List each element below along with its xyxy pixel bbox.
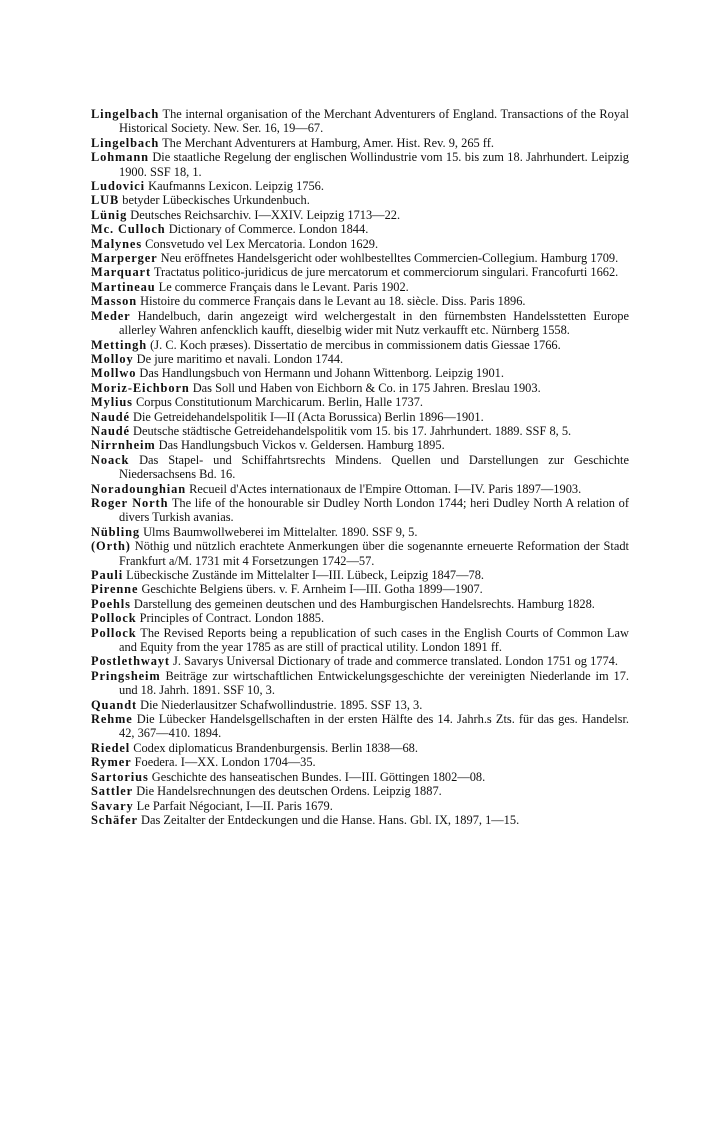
entry-text: Le Parfait Négociant, I—II. Paris 1679. <box>133 798 333 813</box>
entry-author: (Orth) <box>91 539 131 554</box>
entry-author: Pollock <box>91 625 137 640</box>
bibliography-entry <box>91 410 629 424</box>
bibliography-entry <box>91 352 629 366</box>
bibliography-entry <box>91 784 629 798</box>
entry-author: Lohmann <box>91 150 149 165</box>
bibliography-page <box>91 107 629 827</box>
entry-author: Ludovici <box>91 179 146 194</box>
entry-author: Sattler <box>91 784 134 799</box>
bibliography-entry <box>91 568 629 582</box>
entry-text: Histoire du commerce Français dans le Levant au 18. siècle. Diss. Paris 1896. <box>137 294 526 309</box>
entry-text: (J. C. Koch præses). Dissertatio de mercibus in commissionem datis Giessae 1766. <box>147 337 561 352</box>
bibliography-entry <box>91 669 629 698</box>
bibliography-entry <box>91 208 629 222</box>
bibliography-entry <box>91 222 629 236</box>
entry-text: Das Stapel- und Schiffahrtsrechts Mindens. Quellen und Darstellungen zur Geschichte Niedersachsens Bd. 16. <box>119 452 629 482</box>
entry-text: Die Getreidehandelspolitik I—II (Acta Borussica) Berlin 1896—1901. <box>129 409 484 424</box>
entry-text: Le commerce Français dans le Levant. Paris 1902. <box>155 279 409 294</box>
bibliography-entry <box>91 712 629 741</box>
bibliography-entry <box>91 265 629 279</box>
entry-author: Roger North <box>91 495 169 510</box>
entry-text: Darstellung des gemeinen deutschen und des Hamburgischen Handelsrechts. Hamburg 1828. <box>130 596 595 611</box>
entry-text: Das Soll und Haben von Eichborn & Co. in 175 Jahren. Breslau 1903. <box>189 380 541 395</box>
entry-author: Lünig <box>91 207 128 222</box>
bibliography-entry <box>91 280 629 294</box>
entry-text: Deutsches Reichsarchiv. I—XXIV. Leipzig 1713—22. <box>127 207 401 222</box>
entry-text: Corpus Constitutionum Marchicarum. Berlin, Halle 1737. <box>132 395 423 410</box>
bibliography-entry <box>91 813 629 827</box>
bibliography-entry <box>91 698 629 712</box>
bibliography-entry <box>91 496 629 525</box>
bibliography-entry <box>91 179 629 193</box>
entry-text: Consvetudo vel Lex Mercatoria. London 1629. <box>142 236 379 251</box>
entry-text: Deutsche städtische Getreidehandelspolitik vom 15. bis 17. Jahrhundert. 1889. SSF 8, 5. <box>129 423 572 438</box>
entry-text: Das Handlungsbuch von Hermann und Johann Wittenborg. Leipzig 1901. <box>136 366 504 381</box>
bibliography-entry <box>91 438 629 452</box>
entry-author: Molloy <box>91 351 134 366</box>
entry-author: Nirrnheim <box>91 438 156 453</box>
entry-author: Marquart <box>91 265 151 280</box>
entry-author: Riedel <box>91 740 131 755</box>
entry-author: Noradounghian <box>91 481 187 496</box>
bibliography-entry <box>91 770 629 784</box>
entry-text: The internal organisation of the Merchant Adventurers of England. Transactions of the Royal Historical Society. New. Ser. 16, 19—67. <box>119 107 629 136</box>
bibliography-entry <box>91 799 629 813</box>
entry-text: Die staatliche Regelung der englischen Wollindustrie vom 15. bis zum 18. Jahrhundert. Leipzig 1900. SSF 18, 1. <box>119 150 629 179</box>
bibliography-entry <box>91 338 629 352</box>
entry-author: Mettingh <box>91 337 148 352</box>
entry-author: Masson <box>91 294 138 309</box>
entry-author: Postlethwayt <box>91 654 170 669</box>
entry-author: Schäfer <box>91 812 138 827</box>
entry-author: Sartorius <box>91 769 149 784</box>
bibliography-entry <box>91 597 629 611</box>
entry-text: Nöthig und nützlich erachtete Anmerkungen über die sogenannte erneuerte Reformation der Stadt Frankfurt a/M. 1731 mit 4 Forsetzungen 1742—57. <box>119 539 629 568</box>
entry-text: Kaufmanns Lexicon. Leipzig 1756. <box>145 179 324 194</box>
bibliography-entry <box>91 237 629 251</box>
bibliography-entry <box>91 366 629 380</box>
entry-author: Rehme <box>91 712 133 727</box>
entry-author: Poehls <box>91 596 131 611</box>
entry-author: Mylius <box>91 395 133 410</box>
entry-author: Noack <box>91 452 130 467</box>
entry-text: The Merchant Adventurers at Hamburg, Amer. Hist. Rev. 9, 265 ff. <box>159 135 494 150</box>
entry-text: betyder Lübeckisches Urkundenbuch. <box>119 193 310 208</box>
entry-author: Martineau <box>91 279 156 294</box>
entry-text: Beiträge zur wirtschaftlichen Entwickelungsgeschichte der vereinigten Niederlande im 17. und 18. Jahrh. 1891. SSF 10, 3. <box>119 668 629 698</box>
entry-author: Pauli <box>91 568 124 582</box>
bibliography-entry <box>91 539 629 568</box>
entry-text: J. Savarys Universal Dictionary of trade and commerce translated. London 1751 og 1774. <box>169 654 618 669</box>
entry-text: Neu eröffnetes Handelsgericht oder wohlbestelltes Commercien-Collegium. Hamburg 1709. <box>157 251 619 266</box>
bibliography-entry <box>91 755 629 769</box>
entry-text: Handelbuch, darin angezeigt wird welchergestalt in den fürnembsten Handelsstetten Europe allerley Wahren anfencklich kaufft, dieselbig wider mit Nutz verkaufft etc. Nürnberg 1558. <box>119 308 629 338</box>
entry-author: Malynes <box>91 236 143 251</box>
bibliography-entry <box>91 482 629 496</box>
entry-text: Recueil d'Actes internationaux de l'Empire Ottoman. I—IV. Paris 1897—1903. <box>186 481 582 496</box>
entry-text: Lübeckische Zustände im Mittelalter I—III. Lübeck, Leipzig 1847—78. <box>123 568 484 582</box>
entry-author: Savary <box>91 798 134 813</box>
entry-author: LUB <box>91 193 120 208</box>
entry-text: Tractatus politico-juridicus de jure mercatorum et commerciorum singulari. Francofurti 1662. <box>150 265 619 280</box>
bibliography-entry <box>91 309 629 338</box>
bibliography-entry <box>91 395 629 409</box>
bibliography-entry <box>91 626 629 655</box>
bibliography-list <box>91 107 629 827</box>
bibliography-entry <box>91 453 629 482</box>
bibliography-entry <box>91 294 629 308</box>
entry-author: Naudé <box>91 409 130 424</box>
entry-text: Codex diplomaticus Brandenburgensis. Berlin 1838—68. <box>130 740 418 755</box>
entry-author: Pollock <box>91 611 137 626</box>
entry-author: Naudé <box>91 423 130 438</box>
bibliography-entry <box>91 741 629 755</box>
entry-text: Geschichte des hanseatischen Bundes. I—III. Göttingen 1802—08. <box>148 769 486 784</box>
entry-text: Das Handlungsbuch Vickos v. Geldersen. Hamburg 1895. <box>155 438 445 453</box>
entry-author: Marperger <box>91 251 158 266</box>
bibliography-entry <box>91 107 629 136</box>
entry-text: The life of the honourable sir Dudley North London 1744; heri Dudley North A relation of divers Turkish avanias. <box>119 495 629 525</box>
entry-author: Pringsheim <box>91 668 161 683</box>
bibliography-entry <box>91 251 629 265</box>
entry-author: Mc. Culloch <box>91 222 166 237</box>
entry-author: Meder <box>91 308 131 323</box>
entry-author: Quandt <box>91 697 138 712</box>
entry-text: Dictionary of Commerce. London 1844. <box>165 222 369 237</box>
entry-author: Lingelbach <box>91 135 160 150</box>
entry-text: Geschichte Belgiens übers. v. F. Arnheim I—III. Gotha 1899—1907. <box>138 582 483 597</box>
bibliography-entry <box>91 381 629 395</box>
entry-text: Die Handelsrechnungen des deutschen Ordens. Leipzig 1887. <box>133 784 442 799</box>
bibliography-entry <box>91 150 629 179</box>
entry-text: Die Lübecker Handelsgellschaften in der ersten Hälfte des 14. Jahrh.s Zts. für das ges. Handelsr. 42, 367—410. 1894. <box>119 712 629 741</box>
entry-author: Rymer <box>91 755 132 770</box>
bibliography-entry <box>91 424 629 438</box>
bibliography-entry <box>91 193 629 207</box>
entry-text: Ulms Baumwollweberei im Mittelalter. 1890. SSF 9, 5. <box>140 524 418 539</box>
entry-author: Pirenne <box>91 582 139 597</box>
bibliography-entry <box>91 136 629 150</box>
bibliography-entry <box>91 582 629 596</box>
entry-text: Die Niederlausitzer Schafwollindustrie. 1895. SSF 13, 3. <box>137 697 423 712</box>
entry-text: The Revised Reports being a republication of such cases in the English Courts of Common Law and Equity from the year 1785 as are still of practical utility. London 1891 ff. <box>119 625 629 655</box>
bibliography-entry <box>91 525 629 539</box>
entry-text: De jure maritimo et navali. London 1744. <box>133 351 344 366</box>
entry-text: Das Zeitalter der Entdeckungen und die Hanse. Hans. Gbl. IX, 1897, 1—15. <box>137 812 520 827</box>
entry-text: Principles of Contract. London 1885. <box>136 611 325 626</box>
entry-author: Moriz-Eichborn <box>91 380 190 395</box>
entry-author: Mollwo <box>91 366 137 381</box>
entry-author: Lingelbach <box>91 107 160 121</box>
bibliography-entry <box>91 611 629 625</box>
bibliography-entry <box>91 654 629 668</box>
entry-text: Foedera. I—XX. London 1704—35. <box>131 755 316 770</box>
entry-author: Nübling <box>91 524 141 539</box>
